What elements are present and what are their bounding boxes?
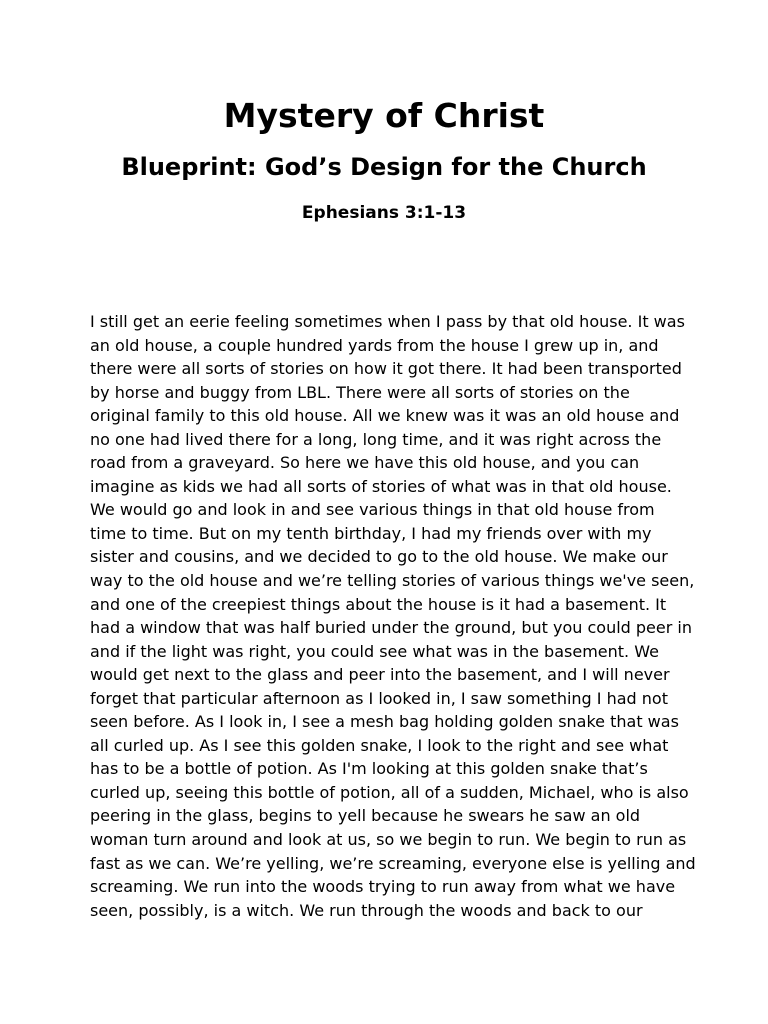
body-text-line: by horse and buggy from LBL. There were all sorts of stories on the <box>90 382 630 402</box>
body-text-line: peering in the glass, begins to yell because he swears he saw an old <box>90 806 641 826</box>
body-text-line: I still get an eerie feeling sometimes when I pass by that old house. It was <box>90 312 685 331</box>
body-text-line: forget that particular afternoon as I looked in, I saw something I had not <box>90 688 668 708</box>
body-text-line: would get next to the glass and peer into the basement, and I will never <box>90 665 670 685</box>
body-text-line: imagine as kids we had all sorts of stories of what was in that old house. <box>90 476 672 496</box>
body-text-line: We would go and look in and see various things in that old house from <box>90 500 655 520</box>
body-text-line: screaming. We run into the woods trying to run away from what we have <box>90 877 676 897</box>
body-text-line: and if the light was right, you could see what was in the basement. We <box>90 641 659 661</box>
document-subtitle: Blueprint: God’s Design for the Church <box>121 153 647 181</box>
body-text-line: sister and cousins, and we decided to go to the old house. We make our <box>90 547 668 567</box>
body-text-line: time to time. But on my tenth birthday, I had my friends over with my <box>90 523 652 543</box>
body-text-line: had a window that was half buried under the ground, but you could peer in <box>90 618 692 638</box>
body-text-line: no one had lived there for a long, long time, and it was right across the <box>90 429 662 449</box>
body-text-line: has to be a bottle of potion. As I'm looking at this golden snake that’s <box>90 759 648 779</box>
body-text-line: fast as we can. We’re yelling, we’re screaming, everyone else is yelling and <box>90 853 696 873</box>
body-text-line: seen, possibly, is a witch. We run through the woods and back to our <box>90 900 643 920</box>
body-text-line: road from a graveyard. So here we have this old house, and you can <box>90 453 640 473</box>
body-text-line: seen before. As I look in, I see a mesh bag holding golden snake that was <box>90 712 679 732</box>
body-text-line: way to the old house and we’re telling stories of various things we've seen, <box>90 571 695 591</box>
body-paragraph <box>90 310 696 922</box>
body-text-line: all curled up. As I see this golden snake, I look to the right and see what <box>90 735 669 755</box>
body-text-line: woman turn around and look at us, so we begin to run. We begin to run as <box>90 830 687 850</box>
body-text-line: curled up, seeing this bottle of potion, all of a sudden, Michael, who is also <box>90 782 689 802</box>
body-text-line: an old house, a couple hundred yards from the house I grew up in, and <box>90 335 659 355</box>
body-text-line: there were all sorts of stories on how it got there. It had been transported <box>90 359 682 379</box>
body-text-line: original family to this old house. All we knew was it was an old house and <box>90 406 680 426</box>
body-text-line: and one of the creepiest things about the house is it had a basement. It <box>90 594 667 614</box>
scripture-reference: Ephesians 3:1-13 <box>301 203 467 223</box>
document-title: Mystery of Christ <box>223 96 545 135</box>
